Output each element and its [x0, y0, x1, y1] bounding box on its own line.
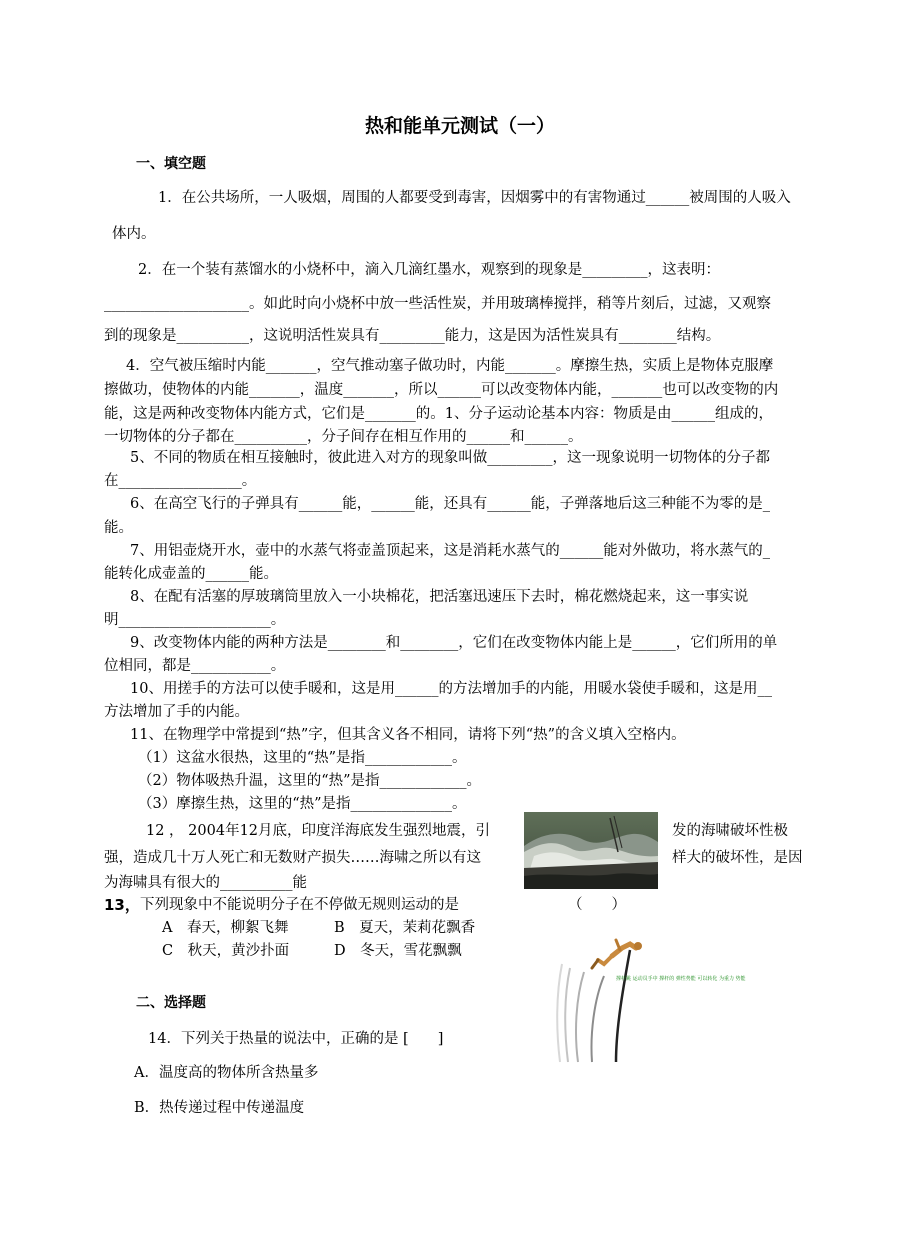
question-13-option-c: C 秋天，黄沙扑面	[162, 943, 290, 959]
question-5-line-2: 在_________________。	[104, 473, 257, 489]
question-13-answer-paren: （ ）	[568, 897, 626, 913]
question-4-line-1: 4．空气被压缩时内能_______，空气推动塞子做功时，内能_______。摩擦生热，实质上是物体克服摩	[126, 358, 774, 374]
question-13-option-a: A 春天，柳絮飞舞	[162, 920, 289, 936]
question-4-line-4: 一切物体的分子都在__________，分子间存在相互作用的______和______。	[104, 429, 583, 445]
pole-vault-image	[546, 934, 746, 1066]
question-4-line-3: 能，这是两种改变物体内能方式，它们是_______的。1、分子运动论基本内容：物质是由______组成的，	[104, 406, 773, 422]
question-6-line-1: 6、在高空飞行的子弹具有______能，______能，还具有______能，子弹落地后这三种能不为零的是_	[130, 496, 770, 512]
question-11-item-2: （2）物体吸热升温，这里的“热”是指____________。	[138, 773, 482, 789]
question-13-option-b: B 夏天，茉莉花飘香	[334, 920, 476, 936]
question-4-line-2: 擦做功，使物体的内能_______，温度_______，所以______可以改变物体内能，_______也可以改变物的内	[104, 382, 779, 398]
tsunami-image	[524, 812, 658, 889]
pole-vault-caption: 撑杆跳 运动员手中 撑杆的 弹性势能 可以转化 为重力 势能	[616, 976, 746, 982]
question-14-option-b: B．热传递过程中传递温度	[134, 1100, 305, 1116]
question-13-option-d: D 冬天，雪花飘飘	[334, 943, 462, 959]
question-12-line-2-left: 强，造成几十万人死亡和无数财产损失……海啸之所以有这	[104, 850, 481, 866]
question-2-line-3: 到的现象是__________，这说明活性炭具有_________能力，这是因为活性炭具有________结构。	[104, 328, 721, 344]
question-11-item-3: （3）摩擦生热，这里的“热”是指______________。	[138, 796, 467, 812]
question-1-line-2: 体内。	[112, 226, 156, 242]
question-11-stem: 11、在物理学中常提到“热”字，但其含义各不相同，请将下列“热”的含义填入空格内。	[130, 727, 686, 743]
question-12-line-1-right: 发的海啸破坏性极	[672, 823, 788, 839]
question-10-line-2: 方法增加了手的内能。	[104, 704, 249, 720]
question-14-option-a: A．温度高的物体所含热量多	[134, 1065, 319, 1081]
question-1-line-1: 1．在公共场所，一人吸烟，周围的人都要受到毒害，因烟雾中的有害物通过______被周围的人吸入	[158, 190, 791, 206]
section-fill-blank: 一、填空题	[136, 156, 206, 172]
question-7-line-1: 7、用铝壶烧开水，壶中的水蒸气将壶盖顶起来，这是消耗水蒸气的______能对外做功，将水蒸气的_	[130, 543, 770, 559]
question-8-line-1: 8、在配有活塞的厚玻璃筒里放入一小块棉花，把活塞迅速压下去时，棉花燃烧起来，这一事实说	[130, 589, 749, 605]
athlete-figure	[592, 940, 642, 968]
question-2-line-2: ____________________。如此时向小烧杯中放一些活性炭，并用玻璃棒搅拌，稍等片刻后，过滤，又观察	[104, 296, 771, 312]
question-9-line-1: 9、改变物体内能的两种方法是________和________，它们在改变物体内能上是______，它们所用的单	[130, 635, 778, 651]
question-12-line-1-left: 12 ， 2004年12月底，印度洋海底发生强烈地震，引	[146, 823, 491, 839]
pole-vault-illustration	[546, 934, 746, 1066]
section-multiple-choice: 二、选择题	[136, 995, 206, 1011]
question-12-line-3: 为海啸具有很大的__________能	[104, 875, 307, 891]
question-10-line-1: 10、用搓手的方法可以使手暖和，这是用______的方法增加手的内能，用暖水袋使手暖和，这是用__	[130, 681, 772, 697]
question-9-line-2: 位相同，都是___________。	[104, 658, 286, 674]
question-5-line-1: 5、不同的物质在相互接触时，彼此进入对方的现象叫做_________，这一现象说明一切物体的分子都	[130, 450, 770, 466]
tsunami-illustration	[524, 812, 658, 889]
question-13-number: 13，	[104, 896, 140, 914]
question-11-item-1: （1）这盆水很热，这里的“热”是指____________。	[138, 750, 467, 766]
question-14-stem: 14．下列关于热量的说法中，正确的是 [ ]	[148, 1031, 444, 1047]
question-8-line-2: 明_____________________。	[104, 612, 286, 628]
question-13-stem: 下列现象中不能说明分子在不停做无规则运动的是	[140, 897, 459, 913]
question-6-line-2: 能。	[104, 520, 133, 536]
question-2-line-1: 2．在一个装有蒸馏水的小烧杯中，滴入几滴红墨水，观察到的现象是_________，这表明：	[138, 262, 720, 278]
question-12-line-2-right: 样大的破坏性，是因	[672, 850, 803, 866]
question-7-line-2: 能转化成壶盖的______能。	[104, 566, 278, 582]
page-title: 热和能单元测试（一）	[364, 115, 555, 137]
